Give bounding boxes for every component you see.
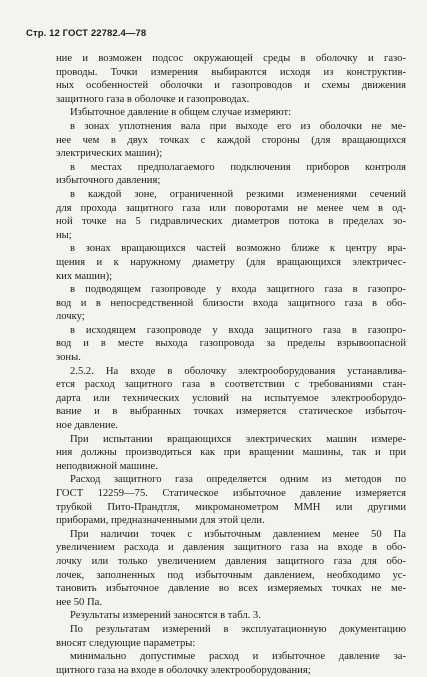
text-line: в исходящем газопроводе у входа защитного газа в газопро-	[70, 324, 406, 336]
text-line: Расход защитного газа определяется одним из методов по	[70, 474, 406, 486]
text-line: нее чем в двух точках с каждой стороны (для вращающихся	[56, 134, 406, 146]
text-line: в зонах вращающихся частей возможно ближе к центру вра-	[70, 243, 406, 255]
text-line: дарта или технических условий на испытуемое электрооборудо-	[56, 392, 406, 404]
text-line: для прохода защитного газа или поворотами не менее чем в од-	[56, 202, 406, 214]
text-line: вносят следующие параметры:	[56, 637, 196, 649]
text-line: ется расход защитного газа в соответствии с требованиями стан-	[56, 379, 406, 391]
text-line: ной точке на 5 гидравлических диаметров потока в пределах зо-	[56, 216, 406, 228]
text-line: трубкой Пито-Прандтля, микроманометром ММН или другими	[56, 501, 406, 513]
text-line: ния должны производиться как при вращении машины, так и при	[56, 447, 406, 459]
text-line: Результаты измерений заносятся в табл. 3.	[70, 610, 261, 622]
text-line: ны;	[56, 229, 72, 241]
text-line: нее 50 Па.	[56, 596, 102, 608]
text-line: вод и в месте выхода газопровода за пределы взрывоопасной	[56, 338, 406, 350]
text-line: щения и к наружному диаметру (для вращающихся электричес-	[56, 256, 406, 268]
text-line: вание и в выбранных точках измеряется статическое избыточ-	[56, 406, 406, 418]
text-line: При испытании вращающихся электрических машин измере-	[70, 433, 406, 445]
text-line: ГОСТ 12259—75. Статическое избыточное давление измеряется	[56, 488, 406, 499]
text-line: лочку;	[56, 311, 85, 323]
page-header: Стр. 12 ГОСТ 22782.4—78	[26, 28, 147, 39]
text-line: тановить избыточное давление во всех измеряемых точках не ме-	[56, 583, 406, 595]
text-line: в местах предполагаемого подключения приборов контроля	[70, 161, 406, 173]
text-line: щитного газа на входе в оболочку электрооборудования;	[56, 664, 311, 676]
text-line: зоны.	[56, 352, 81, 364]
text-line: вод и в непосредственной близости входа защитного газа в обо-	[56, 297, 406, 309]
text-line: ное давление.	[56, 420, 119, 432]
text-line: в каждой зоне, ограниченной резкими изменениями сечений	[70, 188, 406, 200]
text-line: увеличением расхода и давления защитного газа на входе в обо-	[56, 542, 406, 554]
text-line: избыточного давления;	[56, 175, 161, 187]
text-line: приборами, предназначенными для этой цели.	[56, 515, 265, 527]
text-line: 2.5.2. На входе в оболочку электрооборудования устанавлива-	[70, 365, 406, 377]
text-line: ние и возможен подсос окружающей среды в оболочку и газо-	[56, 53, 406, 64]
text-line: лочку или только увеличением давления защитного газа для обо-	[56, 555, 406, 567]
text-line: неподвижной машине.	[56, 460, 158, 472]
text-line: Избыточное давление в общем случае измеряют:	[70, 107, 292, 119]
text-line: ких машин);	[56, 270, 113, 282]
text-line: ных особенностей оболочки и газопроводов и схемы движения	[56, 80, 406, 92]
text-line: проводы. Точки измерения выбираются исходя из конструктив-	[56, 66, 406, 78]
text-line: минимально допустимые расход и избыточное давление за-	[70, 651, 406, 663]
text-line: При наличии точек с избыточным давлением менее 50 Па	[70, 528, 406, 540]
text-line: в подводящем газопроводе у входа защитного газа в газопро-	[70, 284, 406, 296]
text-line: в зонах уплотнения вала при выходе его из оболочки не ме-	[70, 120, 406, 132]
text-line: защитного газа в оболочке и газопроводах.	[56, 93, 250, 105]
text-line: электрических машин);	[56, 148, 163, 160]
text-line: лочек, заполненных под избыточным давлением, необходимо ус-	[56, 569, 406, 581]
document-body	[56, 52, 406, 677]
text-line: По результатам измерений в эксплуатационную документацию	[70, 623, 406, 635]
